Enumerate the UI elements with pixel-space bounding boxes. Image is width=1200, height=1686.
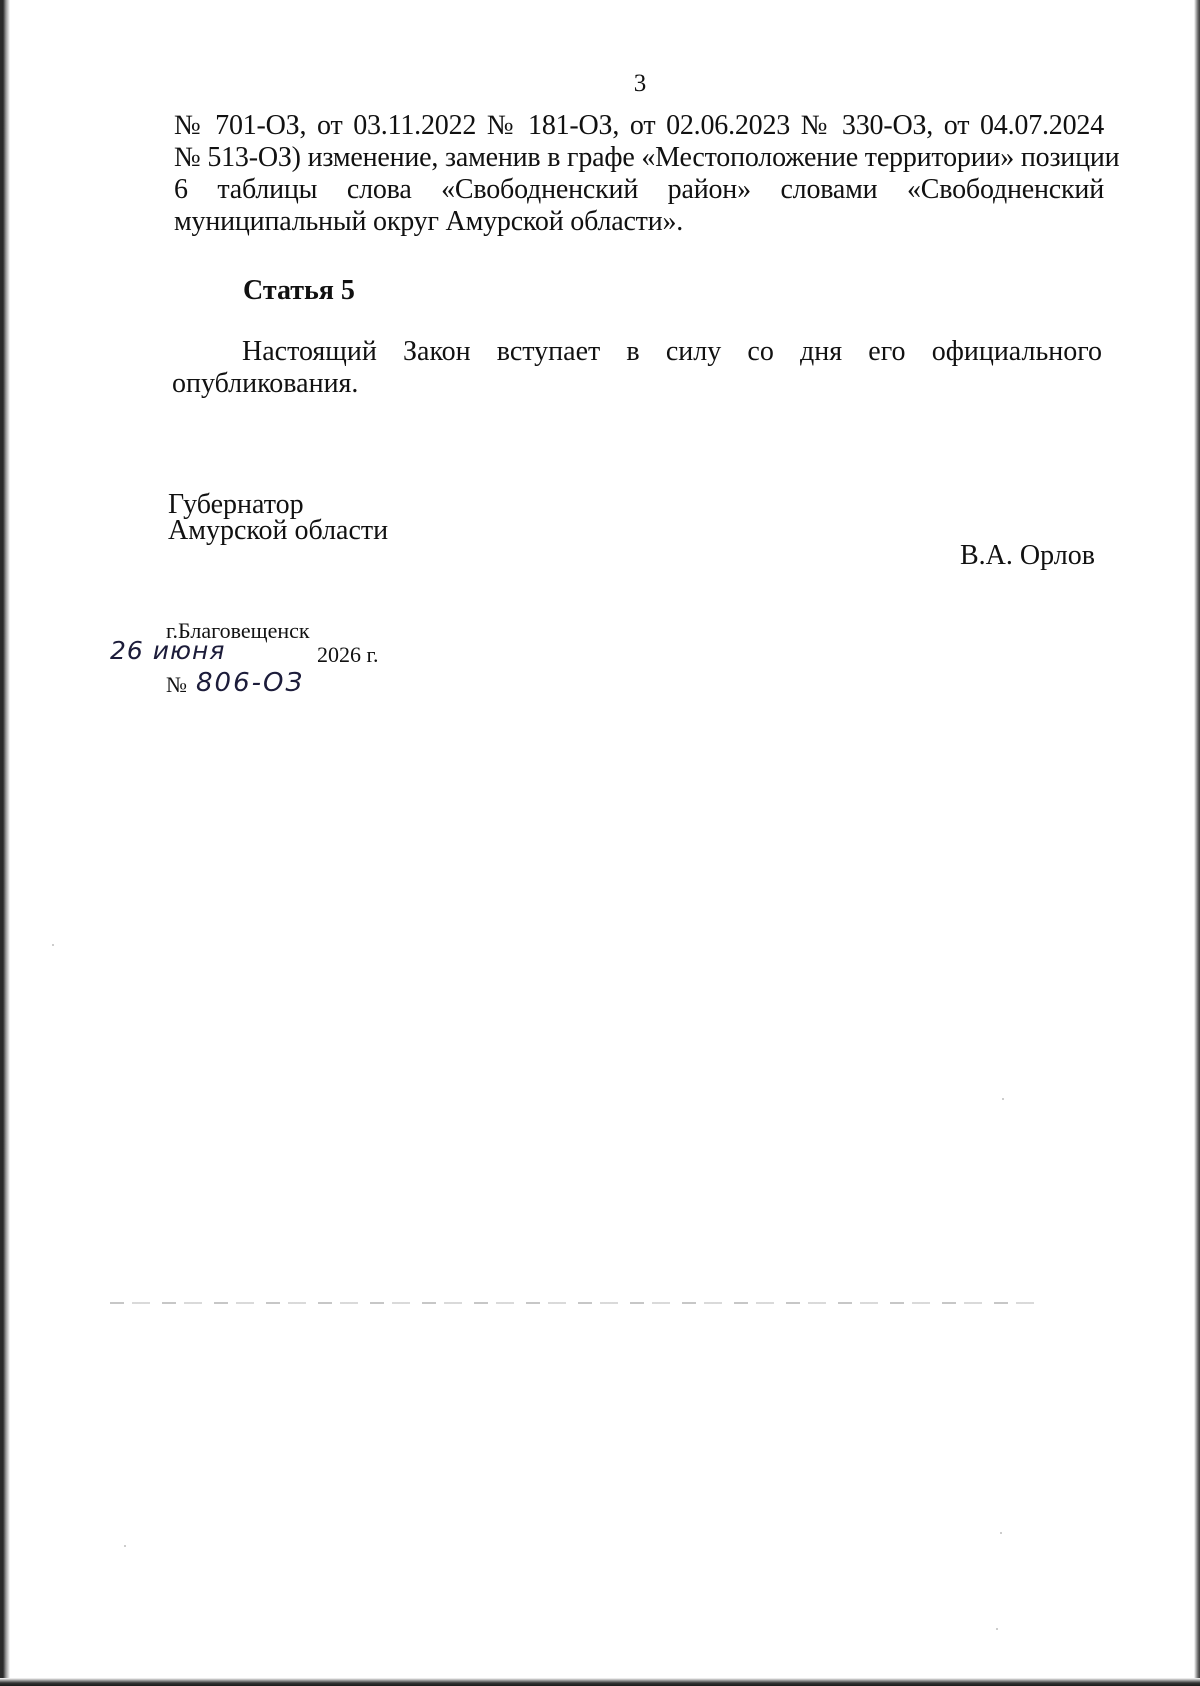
- article-paragraph: [172, 336, 1102, 400]
- handwritten-number: 806-ОЗ: [196, 668, 305, 698]
- signatory-name: В.А. Орлов: [960, 540, 1095, 571]
- scan-speck: [1000, 1532, 1002, 1534]
- paragraph-line: № 701-ОЗ, от 03.11.2022 № 181-ОЗ, от 02.06.2023 № 330-ОЗ, от 04.07.2024: [174, 110, 1104, 141]
- article-heading: Статья 5: [243, 275, 355, 306]
- scan-artifact-line: [110, 1302, 1040, 1304]
- paragraph-line: 6 таблицы слова «Свободненский район» словами «Свободненский: [174, 174, 1104, 205]
- scan-right-edge: [1194, 0, 1200, 1686]
- paragraph-line: Настоящий Закон вступает в силу со дня его официального: [242, 336, 1102, 367]
- scan-speck: [996, 1628, 998, 1630]
- signatory-title: [168, 489, 389, 546]
- scan-left-edge: [0, 0, 10, 1686]
- paragraph-line: № 513-ОЗ) изменение, заменив в графе «Местоположение территории» позиции: [174, 142, 1120, 173]
- signatory-title-line: Амурской области: [168, 515, 389, 546]
- paragraph-line: опубликования.: [172, 368, 359, 399]
- signatory-title-line: Губернатор: [168, 489, 304, 520]
- number-sign: №: [166, 672, 187, 697]
- page-number: 3: [633, 70, 647, 97]
- place-of-signing: г.Благовещенск: [166, 618, 310, 643]
- handwritten-date: 26 июня: [110, 636, 226, 665]
- scan-speck: [1002, 1098, 1004, 1100]
- law-number: [166, 668, 366, 708]
- intro-paragraph: [174, 110, 1120, 238]
- scan-speck: [52, 944, 54, 946]
- signing-year: 2026 г.: [317, 642, 379, 667]
- scan-speck: [124, 1545, 126, 1547]
- paragraph-line: муниципальный округ Амурской области».: [174, 206, 684, 237]
- scan-bottom-edge: [0, 1678, 1200, 1686]
